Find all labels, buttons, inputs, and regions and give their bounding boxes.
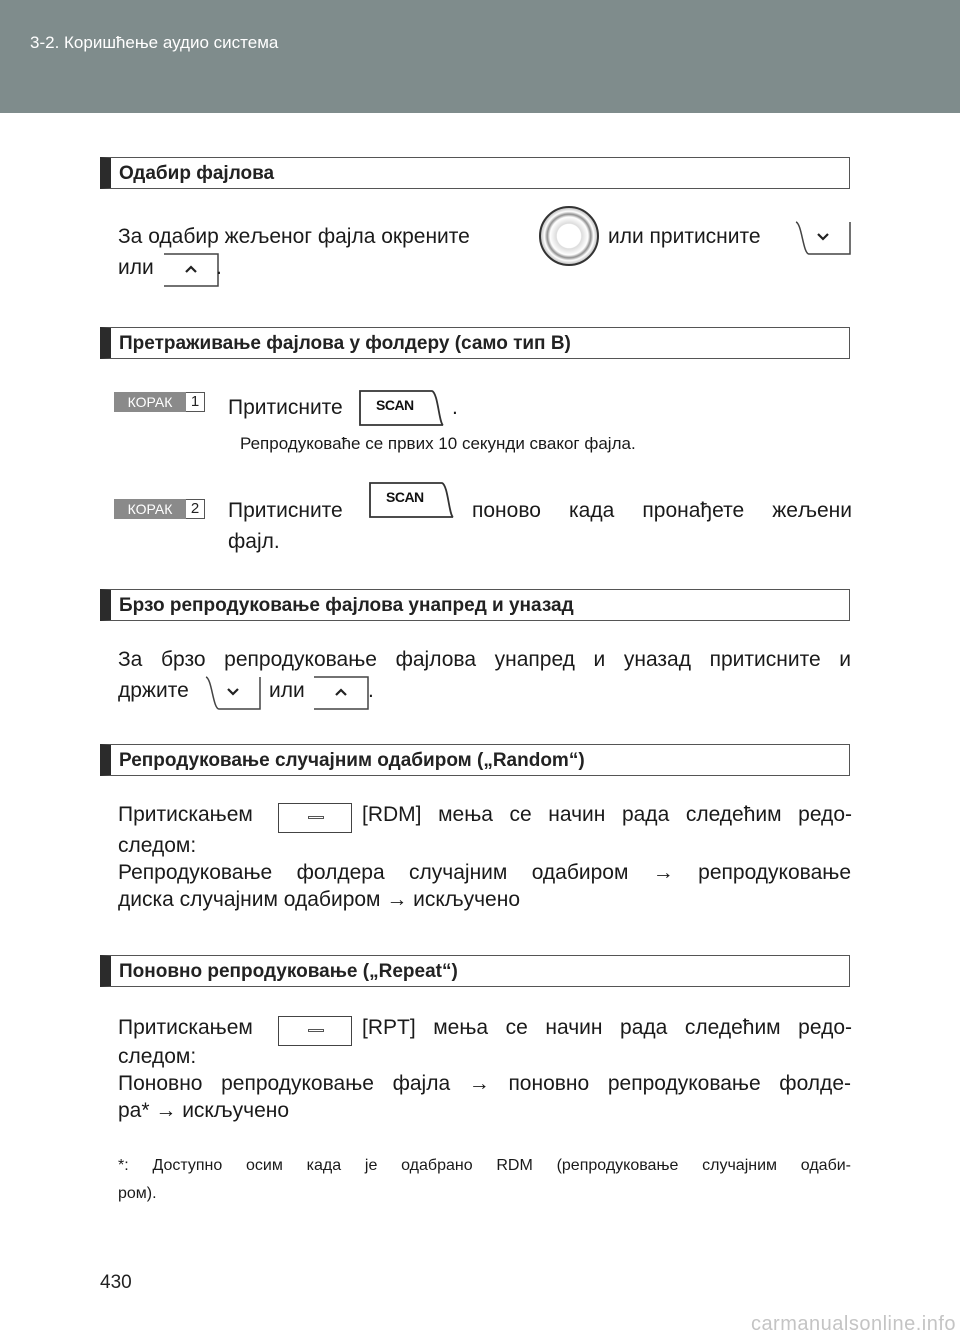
text-line: [RDM] мења се начин рада следећим редо- <box>362 803 852 826</box>
section-header-random <box>100 744 850 776</box>
section-header-fast <box>100 589 850 621</box>
text-line: Притисните <box>228 396 343 419</box>
step-number: 2 <box>186 499 205 519</box>
text-line: За брзо репродуковање фајлова унапред и уназад притисните и <box>118 648 851 671</box>
section-title: Поновно репродуковање („Repeat“) <box>119 961 458 982</box>
text-line: или <box>269 679 305 702</box>
tune-knob-icon <box>539 206 599 266</box>
scan-button-icon <box>368 481 454 519</box>
text-line: следом: <box>118 1045 197 1068</box>
text-line: Притискањем <box>118 1016 253 1039</box>
step-note: Репродуковаће се првих 10 секунди сваког фајла. <box>240 434 636 453</box>
text-line: . <box>216 256 222 279</box>
watermark: carmanualsonline.info <box>750 1313 956 1335</box>
text-line: Поновно репродуковање фајла → поновно репродуковање фолде- <box>118 1072 851 1095</box>
rdm-button-icon <box>278 803 352 833</box>
step-number: 1 <box>186 392 205 412</box>
text-line: Притискањем <box>118 803 253 826</box>
step-badge-1 <box>114 392 205 412</box>
section-header-select <box>100 157 850 189</box>
text-line: држите <box>118 679 189 702</box>
section-title: Брзо репродуковање фајлова унапред и уназад <box>119 595 574 616</box>
step-label: КОРАК <box>114 499 186 519</box>
footnote-line: ром). <box>118 1185 157 1202</box>
step-badge-2 <box>114 499 205 519</box>
text-line: За одабир жељеног фајла окрените <box>118 225 470 248</box>
tune-up-button-icon <box>312 675 370 711</box>
page-number: 430 <box>100 1272 132 1293</box>
button-dash-icon <box>308 816 324 819</box>
text-line: фајл. <box>228 530 280 553</box>
scan-label: SCAN <box>386 489 424 505</box>
footnote-line: *: Доступно осим када је одабрано RDM (репродуковање случајним одаби- <box>118 1157 851 1174</box>
scan-label: SCAN <box>376 397 414 413</box>
breadcrumb: 3-2. Коришћење аудио система <box>30 33 279 52</box>
text-line: Репродуковање фолдера случајним одабиром → репродуковање <box>118 861 851 884</box>
section-title: Репродуковање случајним одабиром („Random“) <box>119 750 585 771</box>
text-line: диска случајним одабиром → искључено <box>118 888 521 911</box>
section-title: Одабир фајлова <box>119 163 275 184</box>
tune-down-button-icon <box>204 675 262 711</box>
scan-button-icon <box>358 389 444 427</box>
text-line: поново када пронађете жељени <box>472 499 852 522</box>
section-header-search <box>100 327 850 359</box>
page-header <box>0 0 960 113</box>
rpt-button-icon <box>278 1016 352 1046</box>
text-line: следом: <box>118 834 197 857</box>
text-line: или <box>118 256 154 279</box>
section-title: Претраживање фајлова у фолдеру (само тип B) <box>119 333 571 354</box>
step-label: КОРАК <box>114 392 186 412</box>
text-line: . <box>368 679 374 702</box>
text-line: ра* → искључено <box>118 1099 290 1122</box>
text-line: или притисните <box>608 225 761 248</box>
tune-down-button-icon <box>794 220 852 256</box>
button-dash-icon <box>308 1029 324 1032</box>
text-line: . <box>452 396 458 419</box>
text-line: [RPT] мења се начин рада следећим редо- <box>362 1016 852 1039</box>
section-header-repeat <box>100 955 850 987</box>
tune-up-button-icon <box>162 252 220 288</box>
text-line: Притисните <box>228 499 343 522</box>
